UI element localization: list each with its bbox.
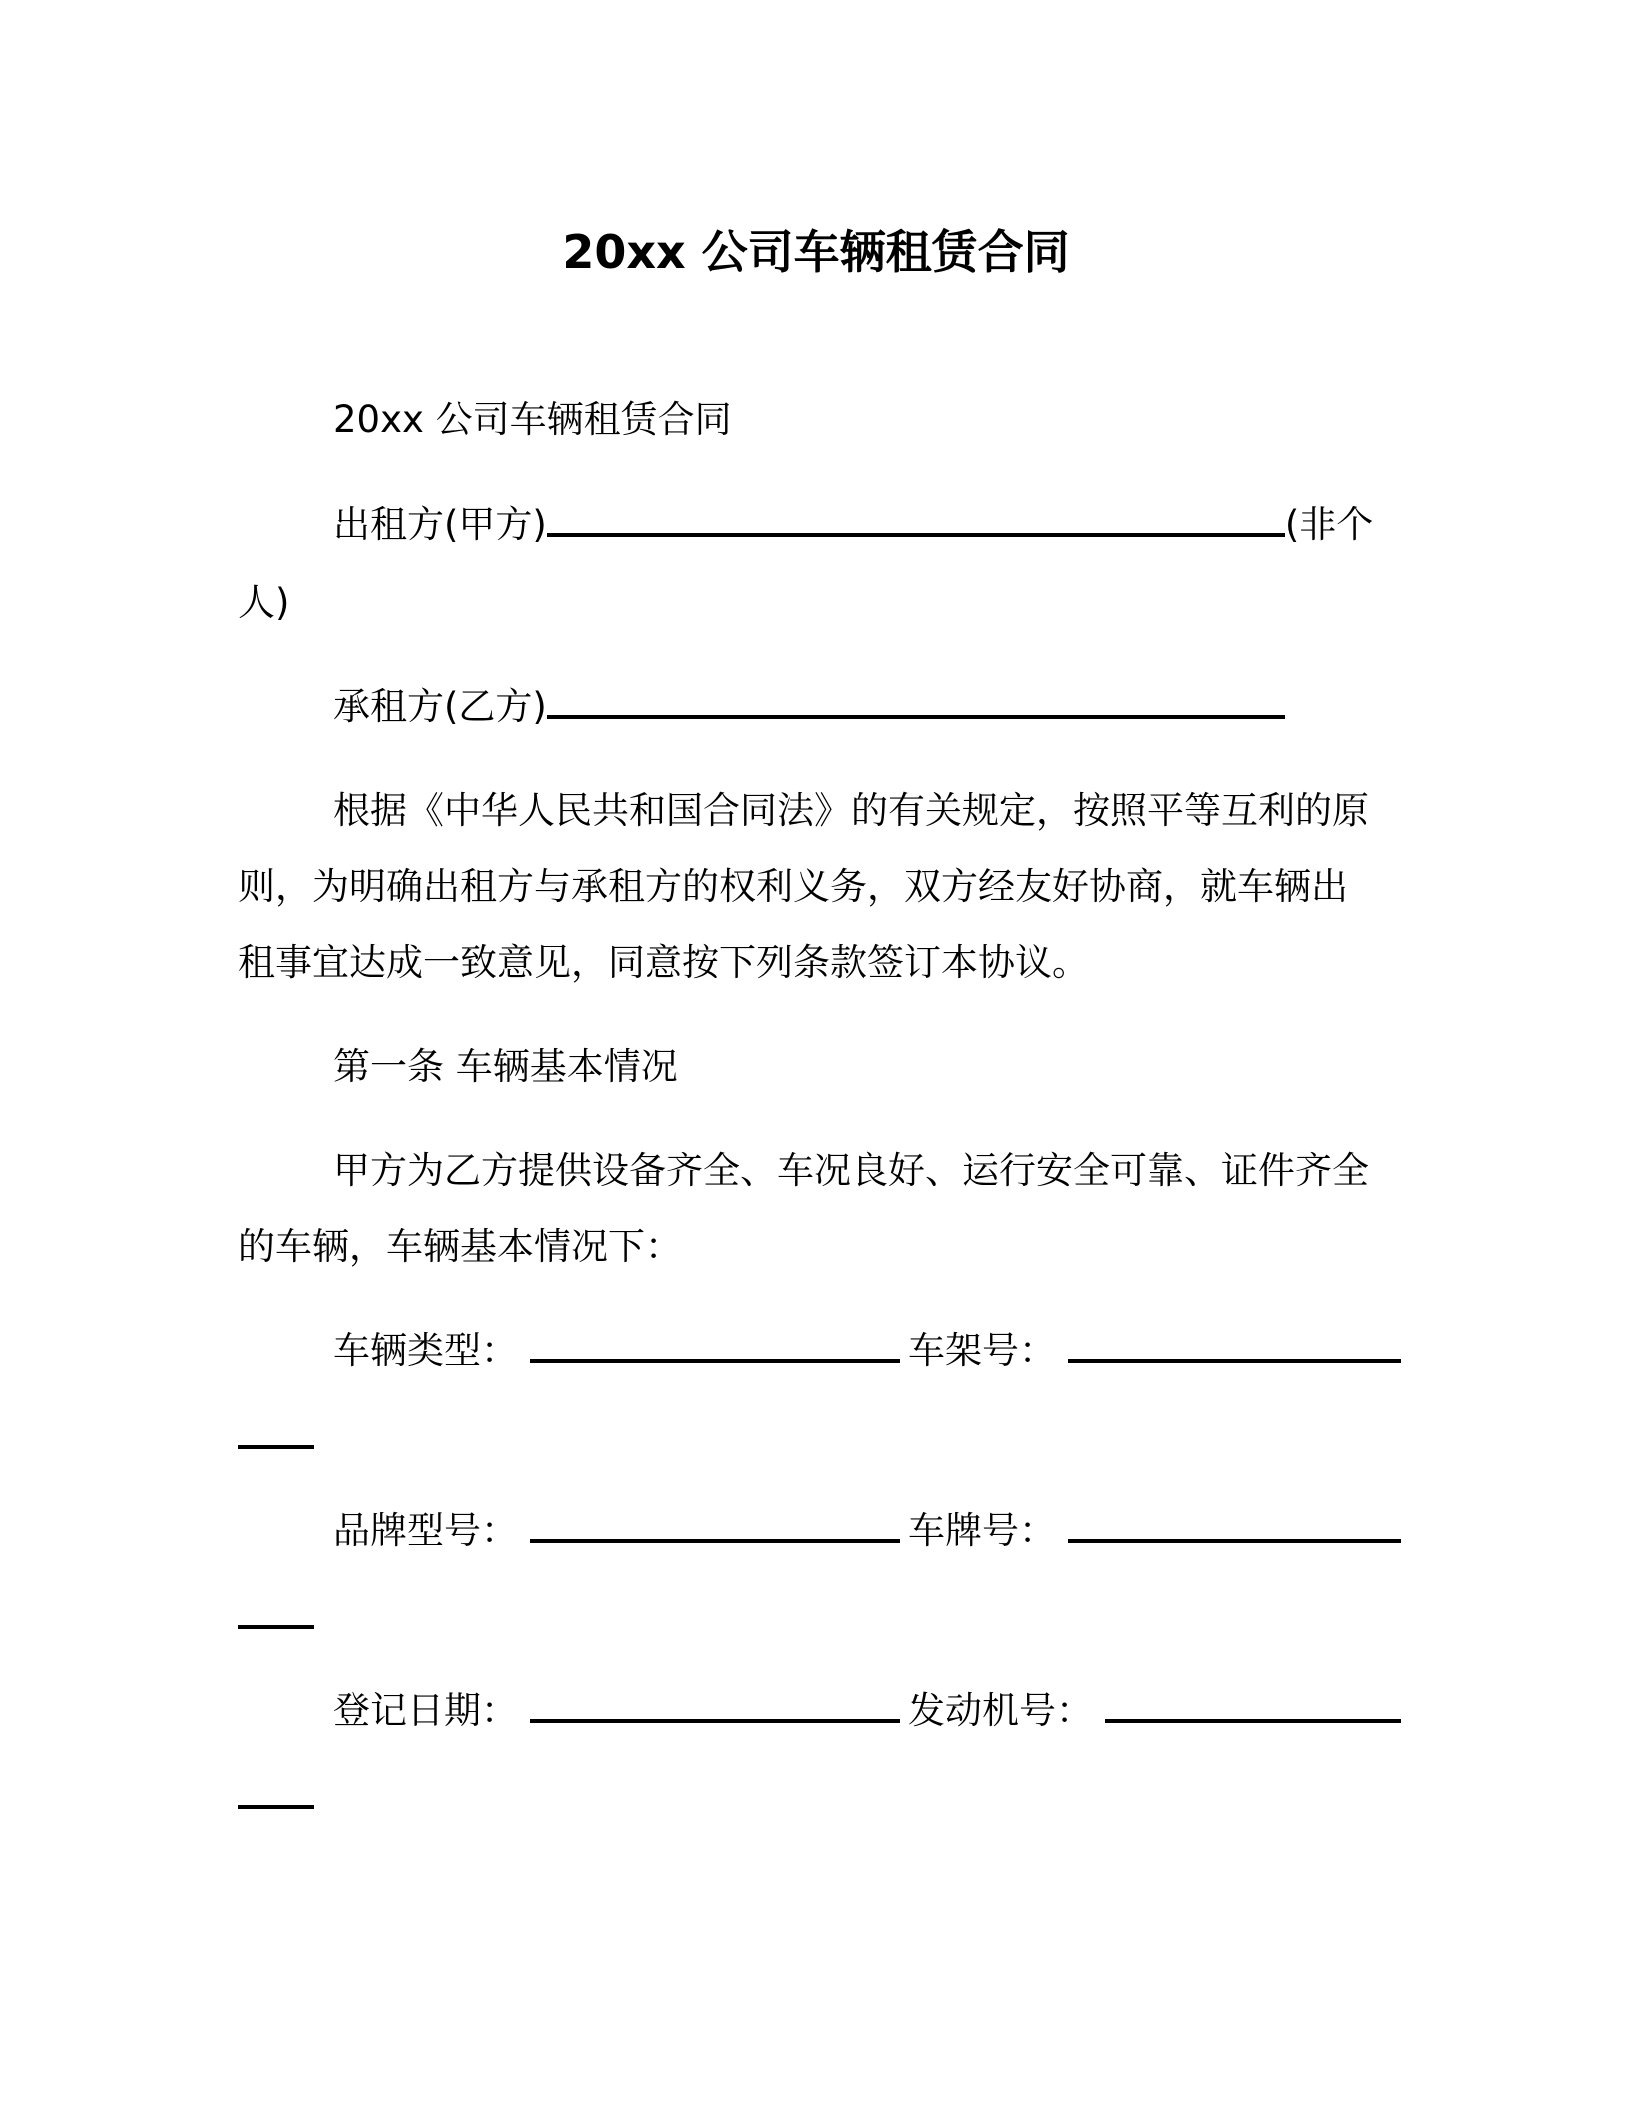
article-1-line-2: 的车辆，车辆基本情况下： (238, 1225, 682, 1268)
frame-no-blank[interactable] (1068, 1329, 1401, 1363)
preamble-line-1: 根据《中华人民共和国合同法》的有关规定，按照平等互利的原 (333, 789, 1369, 832)
preamble-line-2: 则，为明确出租方与承租方的权利义务，双方经友好协商，就车辆出 (238, 865, 1348, 908)
brand-model-blank[interactable] (530, 1509, 900, 1543)
article-1-line-1: 甲方为乙方提供设备齐全、车况良好、运行安全可靠、证件齐全 (333, 1149, 1369, 1192)
reg-date-label: 登记日期： (333, 1689, 518, 1732)
lessor-suffix-continued: 人) (238, 581, 290, 624)
field-row-2 (333, 1506, 1401, 1556)
lessor-label: 出租方(甲方) (333, 503, 547, 546)
lessee-line (333, 682, 1285, 732)
field-row-3 (333, 1686, 1401, 1736)
plate-no-blank-continued[interactable] (238, 1625, 314, 1629)
lessor-suffix: (非个 (1284, 503, 1374, 546)
lessor-line (333, 500, 1373, 550)
document-title: 20xx 公司车辆租赁合同 (562, 225, 1070, 279)
lessee-label: 承租方(乙方) (333, 685, 547, 728)
engine-no-blank[interactable] (1105, 1689, 1401, 1723)
lessee-name-blank[interactable] (547, 685, 1285, 719)
lessor-name-blank[interactable] (547, 503, 1285, 537)
field-row-1 (333, 1326, 1401, 1376)
vehicle-type-label: 车辆类型： (333, 1329, 518, 1372)
frame-no-label: 车架号： (908, 1329, 1056, 1372)
preamble-line-3: 租事宜达成一致意见，同意按下列条款签订本协议。 (238, 941, 1089, 984)
engine-no-blank-continued[interactable] (238, 1805, 314, 1809)
document-subtitle: 20xx 公司车辆租赁合同 (333, 398, 732, 441)
reg-date-blank[interactable] (530, 1689, 900, 1723)
vehicle-type-blank[interactable] (530, 1329, 900, 1363)
plate-no-label: 车牌号： (908, 1509, 1056, 1552)
engine-no-label: 发动机号： (908, 1689, 1093, 1732)
brand-model-label: 品牌型号： (333, 1509, 518, 1552)
plate-no-blank[interactable] (1068, 1509, 1401, 1543)
frame-no-blank-continued[interactable] (238, 1445, 314, 1449)
article-1-heading: 第一条 车辆基本情况 (333, 1045, 678, 1088)
